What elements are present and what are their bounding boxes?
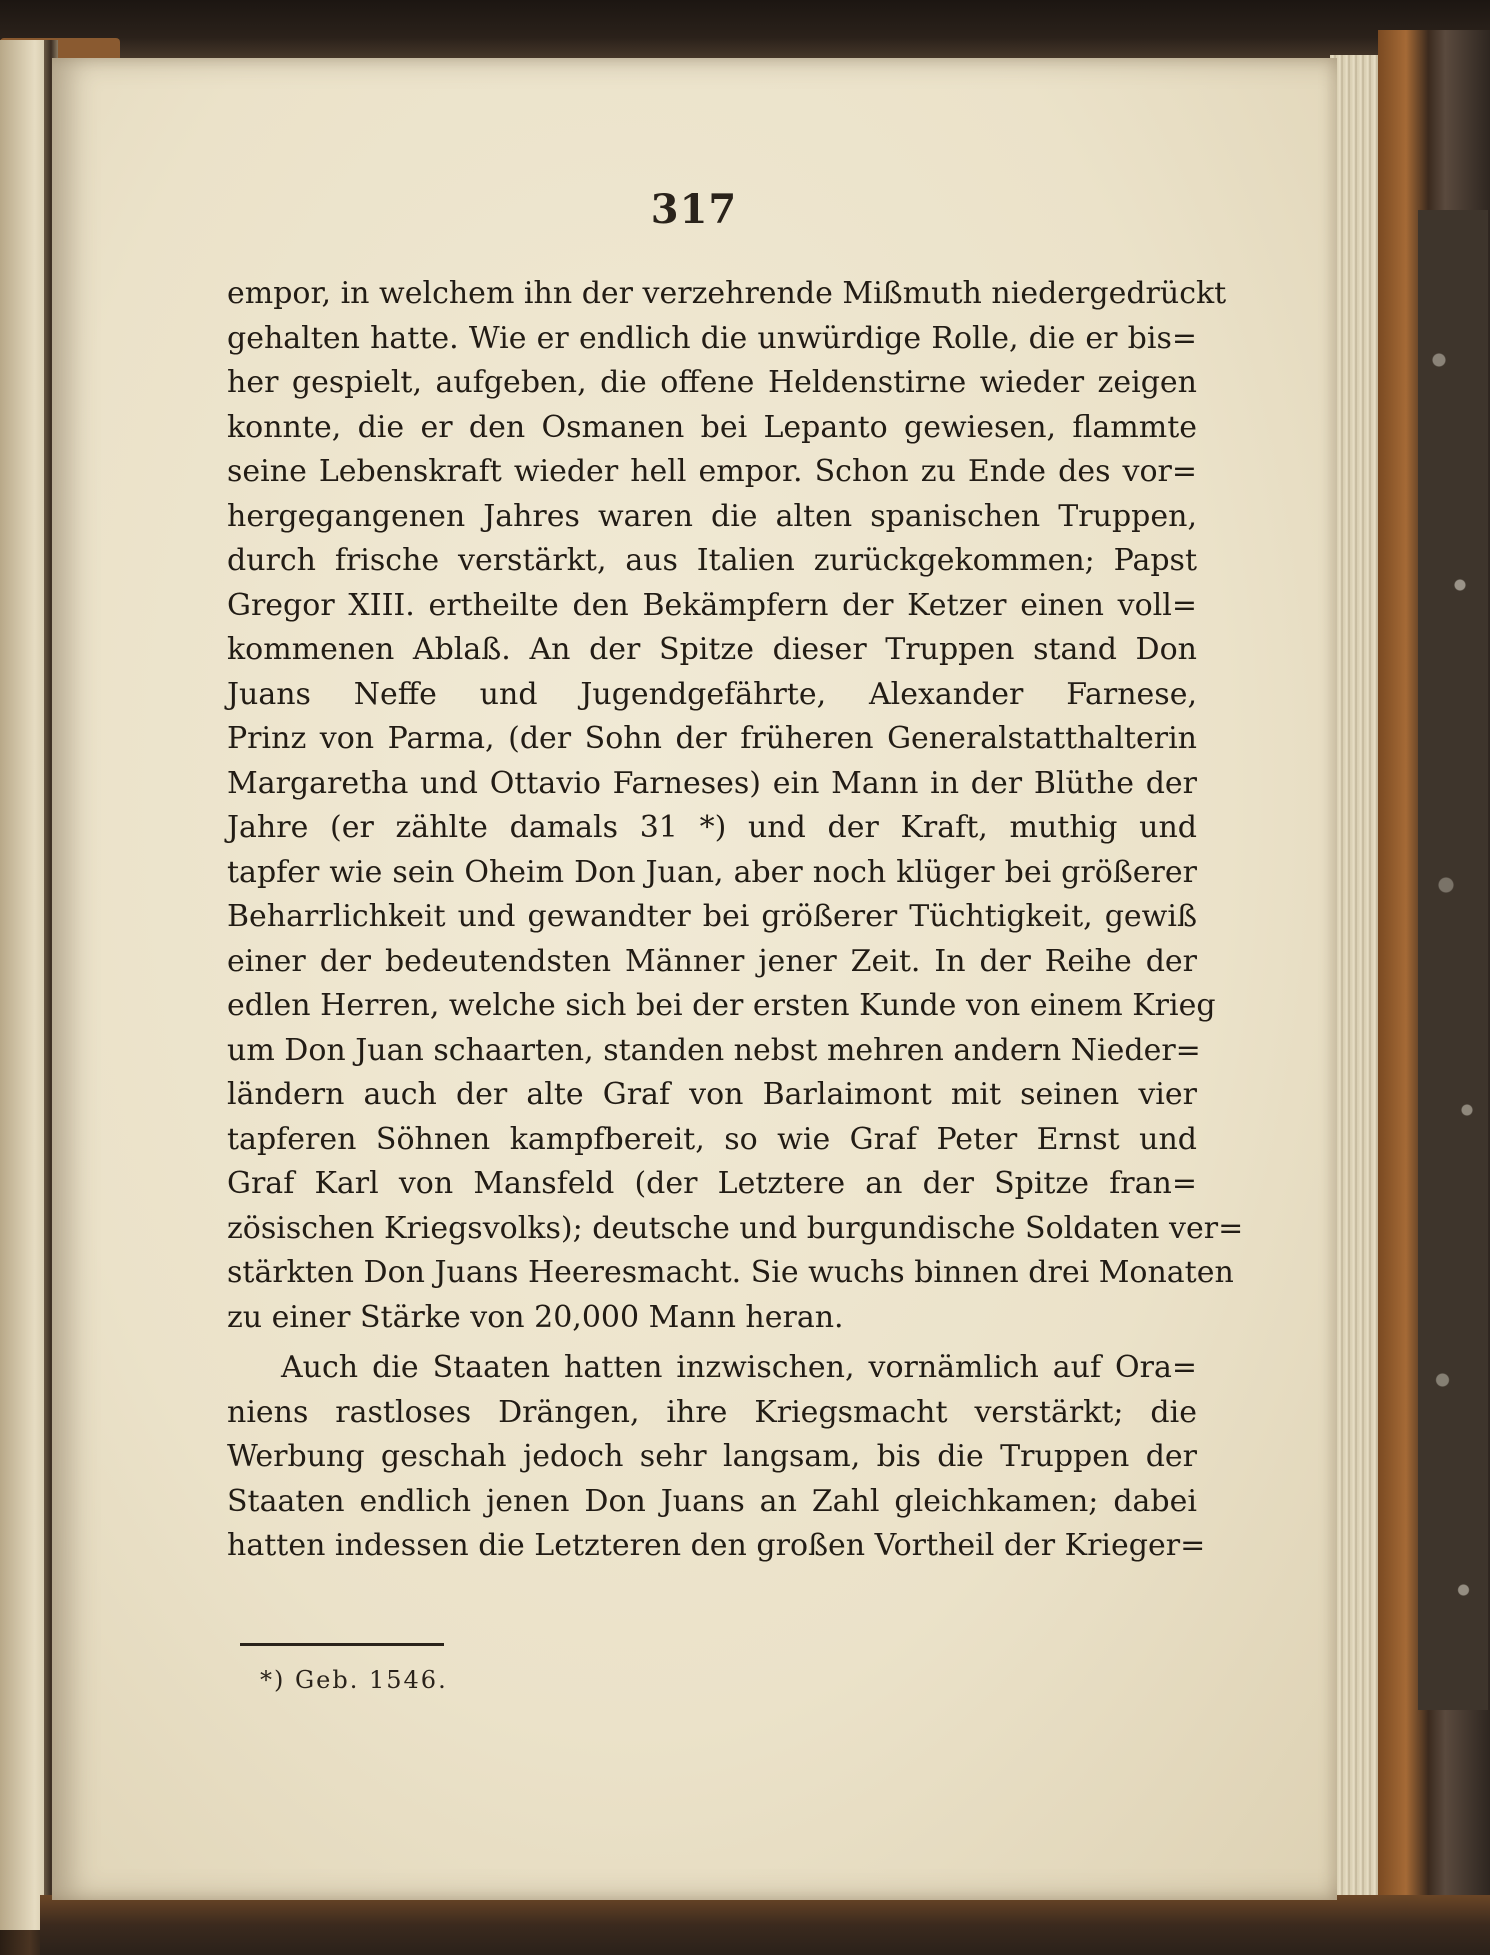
cover-wear (1418, 210, 1488, 1710)
text-line: hergegangenen Jahres waren die alten spanischen Truppen, (227, 498, 1197, 534)
text-line: zösischen Kriegsvolks); deutsche und burgundische Soldaten ver= (227, 1210, 1244, 1246)
book-cover-bottom (40, 1895, 1490, 1955)
text-line: Werbung geschah jedoch sehr langsam, bis die Truppen der (227, 1439, 1197, 1474)
page-edges (1330, 55, 1378, 1895)
text-line: hatten indessen die Letzteren den großen Vortheil der Krieger= (227, 1528, 1206, 1563)
text-line: um Don Juan schaarten, standen nebst mehren andern Nieder= (227, 1032, 1201, 1068)
text-line: Gregor XIII. ertheilte den Bekämpfern der Ketzer einen voll= (227, 587, 1197, 623)
text-line: edlen Herren, welche sich bei der ersten Kunde von einem Krieg (227, 988, 1216, 1023)
book-cover-right (1378, 30, 1490, 1955)
text-line: ländern auch der alte Graf von Barlaimont mit seinen vier (227, 1077, 1197, 1112)
binding-top (0, 0, 1490, 62)
text-line: zu einer Stärke von 20,000 Mann heran. (227, 1299, 844, 1335)
text-line: Prinz von Parma, (der Sohn der früheren Generalstatthalterin (227, 721, 1197, 756)
footnote: *) Geb. 1546. (260, 1666, 448, 1694)
book-page (52, 58, 1337, 1900)
text-line: tapfer wie sein Oheim Don Juan, aber noch klüger bei größerer (227, 854, 1197, 890)
text-line: kommenen Ablaß. An der Spitze dieser Truppen stand Don (227, 632, 1197, 667)
text-line: Staaten endlich jenen Don Juans an Zahl gleichkamen; dabei (227, 1483, 1197, 1519)
text-line: gehalten hatte. Wie er endlich die unwürdige Rolle, die er bis= (227, 320, 1197, 356)
paragraph (227, 272, 1244, 1340)
text-line: Graf Karl von Mansfeld (der Letztere an der Spitze fran= (227, 1166, 1197, 1201)
text-line: Beharrlichkeit und gewandter bei größerer Tüchtigkeit, gewiß (227, 899, 1197, 934)
text-line: tapferen Söhnen kampfbereit, so wie Graf Peter Ernst und (227, 1121, 1197, 1157)
footnote-rule (240, 1643, 444, 1646)
text-line: stärkten Don Juans Heeresmacht. Sie wuchs binnen drei Monaten (227, 1255, 1234, 1290)
text-line: Auch die Staaten hatten inzwischen, vornämlich auf Ora= (281, 1350, 1197, 1385)
text-line: durch frische verstärkt, aus Italien zurückgekommen; Papst (227, 543, 1197, 578)
text-line: Juans Neffe und Jugendgefährte, Alexander Farnese, (227, 676, 1197, 712)
text-line: einer der bedeutendsten Männer jener Zeit. In der Reihe der (227, 943, 1197, 979)
text-line: niens rastloses Drängen, ihre Kriegsmacht verstärkt; die (227, 1394, 1197, 1430)
page-number: 317 (650, 186, 738, 233)
text-line: empor, in welchem ihn der verzehrende Mißmuth niedergedrückt (227, 276, 1227, 311)
text-line: Margaretha und Ottavio Farneses) ein Mann in der Blüthe der (227, 765, 1197, 801)
paragraph (227, 1346, 1206, 1569)
body-text (227, 272, 1244, 1569)
text-line: her gespielt, aufgeben, die offene Heldenstirne wieder zeigen (227, 365, 1197, 400)
text-line: Jahre (er zählte damals 31 *) und der Kraft, muthig und (227, 810, 1197, 845)
text-line: seine Lebenskraft wieder hell empor. Schon zu Ende des vor= (227, 454, 1197, 489)
text-line: konnte, die er den Osmanen bei Lepanto gewiesen, flammte (227, 409, 1197, 445)
left-page-edge (0, 40, 50, 1930)
